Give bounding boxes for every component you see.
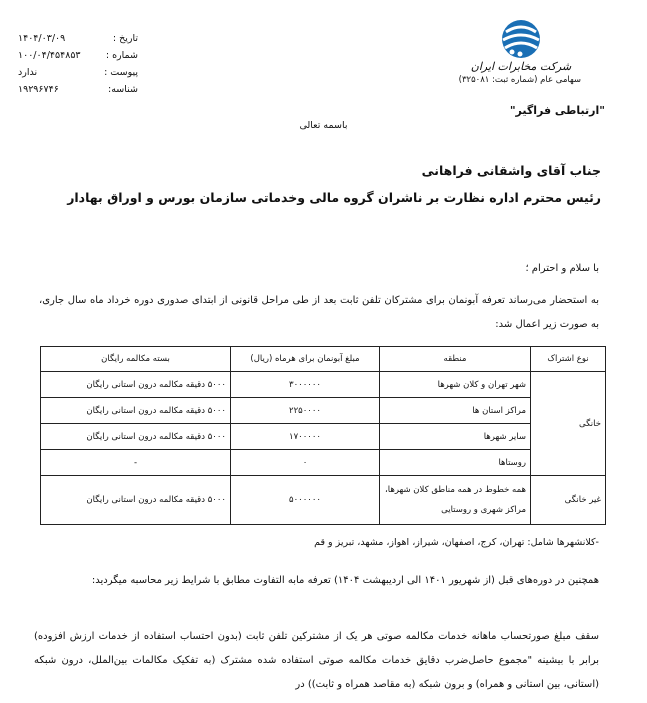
previous-periods-paragraph: همچنین در دوره‌های قبل (از شهریور ۱۴۰۱ الی اردیبهشت ۱۴۰۴) تعرفه مابه التفاوت مطابق با شرایط زیر محاسبه میگردید: <box>91 575 599 586</box>
number-value: ۱۰۰/۰۴/۴۵۴۸۵۳ <box>18 50 81 61</box>
meta-number-row <box>18 47 138 64</box>
company-slogan: "ارتباطی فراگیر" <box>509 104 605 117</box>
header-region: منطقه <box>380 347 531 372</box>
addressee: جناب آقای واشقانی فراهانی <box>421 163 601 178</box>
fee-cell: ۲۲۵۰۰۰۰ <box>231 398 380 424</box>
table-row <box>41 372 606 398</box>
attachment-label: پیوست : <box>104 67 138 78</box>
table-row <box>41 424 606 450</box>
package-cell: ۵۰۰۰ دقیقه مکالمه درون استانی رایگان <box>41 372 231 398</box>
id-label: شناسه: <box>108 84 138 95</box>
region-cell: شهر تهران و کلان شهرها <box>380 372 531 398</box>
number-label: شماره : <box>105 50 138 61</box>
table-header-row <box>41 347 606 372</box>
region-cell <box>380 476 531 525</box>
package-cell: - <box>41 450 231 476</box>
header-free-package: بسته مکالمه رایگان <box>41 347 231 372</box>
company-name: شرکت مخابرات ایران <box>470 60 572 73</box>
region-cell: مراکز استان ها <box>380 398 531 424</box>
package-cell: ۵۰۰۰ دقیقه مکالمه درون استانی رایگان <box>41 424 231 450</box>
company-logo <box>458 18 581 85</box>
date-value: ۱۴۰۴/۰۳/۰۹ <box>18 33 66 44</box>
fee-cell: ۵۰۰۰۰۰۰ <box>231 476 380 525</box>
basmala: باسمه تعالی <box>299 120 348 131</box>
metros-note: -کلانشهرها شامل: تهران، کرج، اصفهان، شیراز، اهواز، مشهد، تبریز و قم <box>314 537 599 548</box>
nonres-region-line-1: همه خطوط در همه مناطق کلان شهرها، <box>385 485 526 495</box>
globe-logo-icon <box>498 18 544 62</box>
residential-type-cell: خانگی <box>531 372 606 476</box>
meta-id-row <box>18 81 138 98</box>
nonres-region-line-2: مراکز شهری و روستایی <box>441 505 526 515</box>
tariff-table <box>40 346 606 525</box>
table-row <box>41 476 606 525</box>
fee-cell: ۱۷۰۰۰۰۰ <box>231 424 380 450</box>
meta-attachment-row <box>18 64 138 81</box>
header-monthly-fee: مبلغ آبونمان برای هرماه (ریال) <box>231 347 380 372</box>
letter-meta <box>18 30 138 98</box>
package-cell: ۵۰۰۰ دقیقه مکالمه درون استانی رایگان <box>41 398 231 424</box>
addressee-title: رئیس محترم اداره نظارت بر ناشران گروه مالی وخدماتی سازمان بورس و اوراق بهادار <box>67 190 601 205</box>
fee-cell: ۰ <box>231 450 380 476</box>
billing-cap-paragraph: سقف مبلغ صورتحساب ماهانه خدمات مکالمه صوتی هر یک از مشترکین تلفن ثابت (بدون احتساب استفاده از خدمات ارزش افزوده) برابر با بیشینه "مجموع حاصل‌ضرب دقایق خدمات مکالمه صوتی استفاده شده مشترک (به تفکیک مکالمات بین‌الملل، درون شبکه (استانی، بین استانی و همراه) و برون شبکه (به مقاصد همراه و ثابت)) در <box>34 631 599 690</box>
attachment-value: ندارد <box>18 67 38 78</box>
package-cell: ۵۰۰۰ دقیقه مکالمه درون استانی رایگان <box>41 476 231 525</box>
fee-cell: ۳۰۰۰۰۰۰ <box>231 372 380 398</box>
meta-date-row <box>18 30 138 47</box>
table-row <box>41 398 606 424</box>
header-subscription-type: نوع اشتراک <box>531 347 606 372</box>
date-label: تاریخ : <box>112 33 138 44</box>
intro-paragraph: به استحضار می‌رساند تعرفه آبونمان برای مشترکان تلفن ثابت بعد از طی مراحل قانونی از ابتدای صدوری دوره خرداد ماه سال جاری، به صورت زیر اعمال شد: <box>39 295 599 330</box>
region-cell: سایر شهرها <box>380 424 531 450</box>
id-value: ۱۹۲۹۶۷۴۶ <box>18 84 59 95</box>
nonresidential-type-cell: غیر خانگی <box>531 476 606 525</box>
region-cell: روستاها <box>380 450 531 476</box>
greeting: با سلام و احترام ؛ <box>525 263 599 274</box>
company-registration: سهامی عام (شماره ثبت: ۳۲۵۰۸۱) <box>458 75 581 85</box>
table-row <box>41 450 606 476</box>
